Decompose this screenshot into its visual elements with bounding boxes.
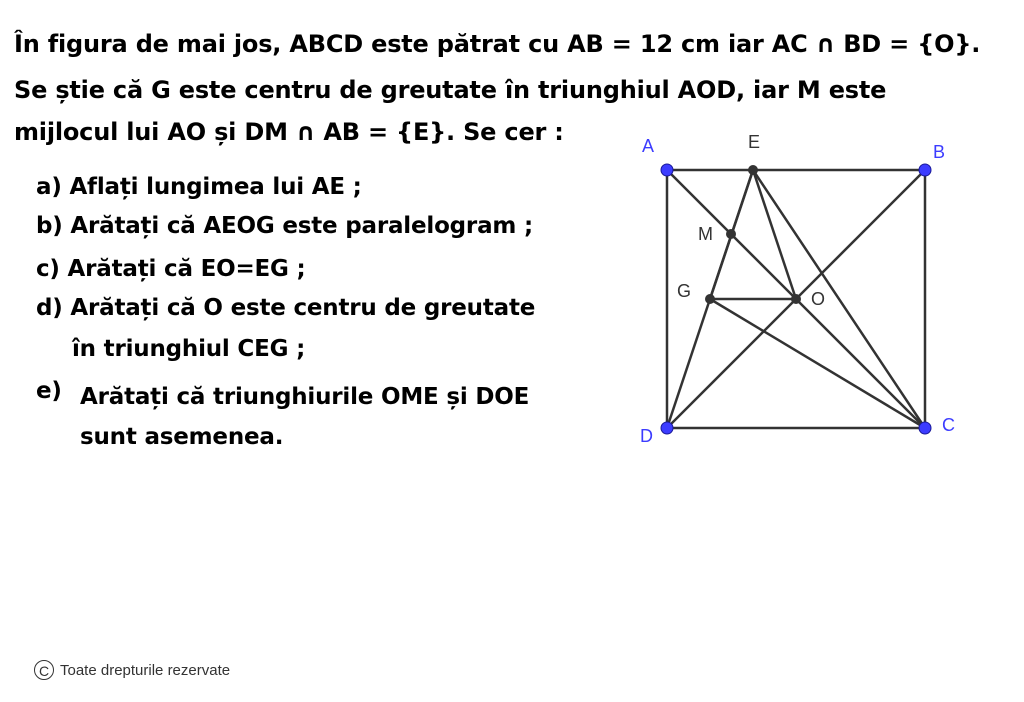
label-D: D [640, 426, 653, 446]
task-e-marker: e) [36, 378, 62, 404]
segment-EO [753, 170, 796, 299]
label-A: A [642, 136, 655, 156]
label-E: E [748, 132, 761, 152]
task-a: a) Aflați lungimea lui AE ; [36, 174, 362, 200]
point-B [919, 164, 931, 176]
geometry-figure [620, 120, 960, 460]
copyright-icon: C [34, 660, 54, 680]
task-d-line-2: în triunghiul CEG ; [72, 336, 306, 362]
point-E [748, 165, 758, 175]
intro-line-1: În figura de mai jos, ABCD este pătrat cu AB = 12 cm iar AC ∩ BD = {O}. [14, 30, 981, 58]
point-M [726, 229, 736, 239]
intro-line-2: Se știe că G este centru de greutate în triunghiul AOD, iar M este [14, 76, 887, 104]
task-b: b) Arătați că AEOG este paralelogram ; [36, 213, 533, 239]
label-O: O [811, 289, 826, 309]
point-C [919, 422, 931, 434]
task-c: c) Arătați că EO=EG ; [36, 256, 306, 282]
label-B: B [933, 142, 946, 162]
point-A [661, 164, 673, 176]
point-G [705, 294, 715, 304]
label-M: M [698, 224, 713, 244]
intro-line-3: mijlocul lui AO și DM ∩ AB = {E}. Se cer : [14, 118, 564, 146]
copyright-text: Toate drepturile rezervate [60, 661, 231, 679]
task-e-line-1: Arătați că triunghiurile OME și DOE [80, 384, 530, 410]
label-G: G [677, 281, 692, 301]
task-d-line-1: d) Arătați că O este centru de greutate [36, 295, 536, 321]
point-D [661, 422, 673, 434]
segment-GC [710, 299, 925, 428]
point-O [791, 294, 801, 304]
label-C: C [942, 415, 955, 435]
task-e-line-2: sunt asemenea. [80, 424, 284, 450]
copyright-footer [34, 660, 230, 680]
